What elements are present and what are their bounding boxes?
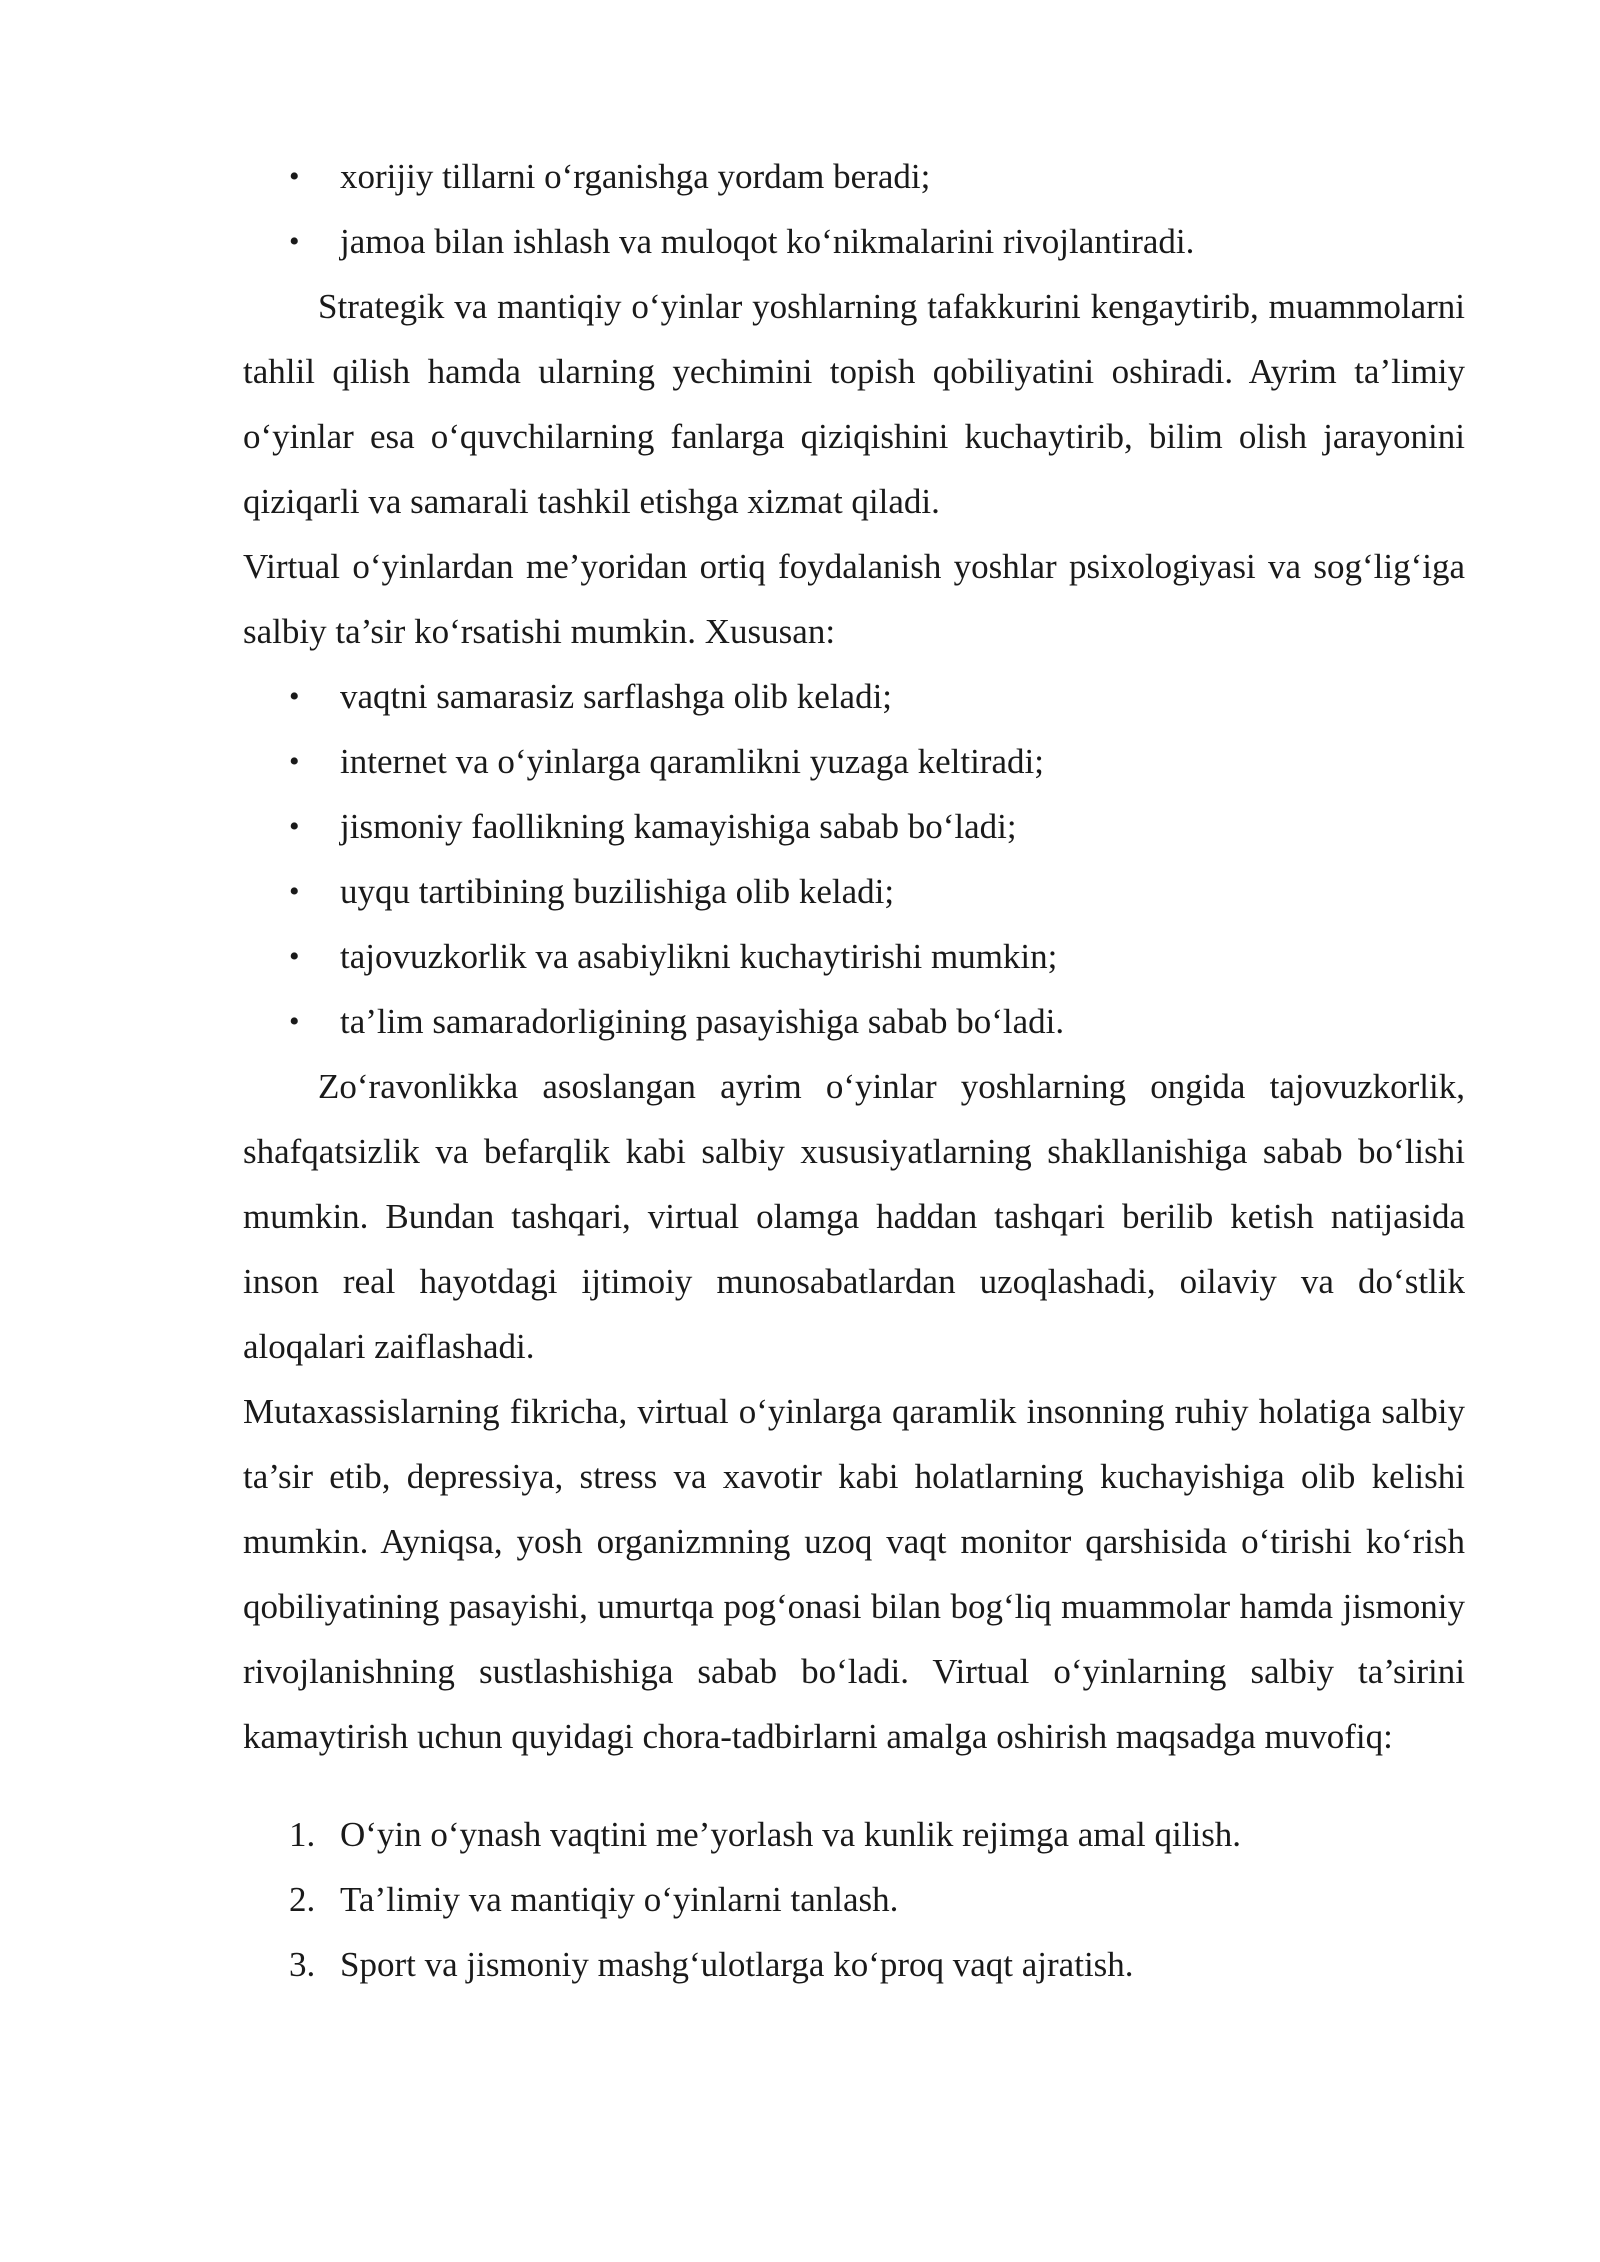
page-content	[243, 144, 1465, 1997]
negative-effects-list	[243, 664, 1465, 1054]
bullet-icon: •	[289, 680, 300, 713]
bullet-icon: •	[289, 810, 300, 843]
list-item-text: jamoa bilan ishlash va muloqot ko‘nikmalarini rivojlantiradi.	[340, 222, 1195, 261]
list-item	[243, 209, 1465, 274]
paragraph-violent-games: Zo‘ravonlikka asoslangan ayrim o‘yinlar yoshlarning ongida tajovuzkorlik, shafqatsizlik va befarqlik kabi salbiy xususiyatlarning shakllanishiga sabab bo‘lishi mumkin. Bundan tashqari, virtual olamga haddan tashqari berilib ketish natijasida inson real hayotdagi ijtimoiy munosabatlardan uzoqlashadi, oilaviy va do‘stlik aloqalari zaiflashadi.	[243, 1067, 1465, 1366]
list-item-text: tajovuzkorlik va asabiylikni kuchaytirishi mumkin;	[340, 937, 1058, 976]
list-item	[243, 1867, 1465, 1932]
list-item-text: xorijiy tillarni o‘rganishga yordam beradi;	[340, 157, 931, 196]
list-number: 2.	[289, 1880, 316, 1919]
list-item-text: vaqtni samarasiz sarflashga olib keladi;	[340, 677, 893, 716]
bullet-icon: •	[289, 160, 300, 193]
spacer	[243, 1769, 1465, 1802]
bullet-icon: •	[289, 1005, 300, 1038]
list-item	[243, 989, 1465, 1054]
intro-bullet-list	[243, 144, 1465, 274]
list-item-text: Ta’limiy va mantiqiy o‘yinlarni tanlash.	[340, 1880, 899, 1919]
paragraph-strategic-games: Strategik va mantiqiy o‘yinlar yoshlarning tafakkurini kengaytirib, muammolarni tahlil qilish hamda ularning yechimini topish qobiliyatini oshiradi. Ayrim ta’limiy o‘yinlar esa o‘quvchilarning fanlarga qiziqishini kuchaytirib, bilim olish jarayonini qiziqarli va samarali tashkil etishga xizmat qiladi.	[243, 287, 1465, 521]
list-item	[243, 664, 1465, 729]
list-item	[243, 1802, 1465, 1867]
bullet-icon: •	[289, 225, 300, 258]
list-item	[243, 729, 1465, 794]
list-item	[243, 144, 1465, 209]
bullet-icon: •	[289, 940, 300, 973]
list-number: 3.	[289, 1945, 316, 1984]
list-item-text: ta’lim samaradorligining pasayishiga sabab bo‘ladi.	[340, 1002, 1065, 1041]
list-item-text: internet va o‘yinlarga qaramlikni yuzaga keltiradi;	[340, 742, 1044, 781]
list-item-text: O‘yin o‘ynash vaqtini me’yorlash va kunlik rejimga amal qilish.	[340, 1815, 1242, 1854]
list-item	[243, 859, 1465, 924]
list-item	[243, 1932, 1465, 1997]
paragraph-excessive-use: Virtual o‘yinlardan me’yoridan ortiq foydalanish yoshlar psixologiyasi va sog‘lig‘iga salbiy ta’sir ko‘rsatishi mumkin. Xususan:	[243, 547, 1465, 651]
recommendations-list	[243, 1802, 1465, 1997]
list-item-text: uyqu tartibining buzilishiga olib keladi;	[340, 872, 895, 911]
bullet-icon: •	[289, 745, 300, 778]
bullet-icon: •	[289, 875, 300, 908]
paragraph-expert-opinion: Mutaxassislarning fikricha, virtual o‘yinlarga qaramlik insonning ruhiy holatiga salbiy ta’sir etib, depressiya, stress va xavotir kabi holatlarning kuchayishiga olib kelishi mumkin. Ayniqsa, yosh organizmning uzoq vaqt monitor qarshisida o‘tirishi ko‘rish qobiliyatining pasayishi, umurtqa pog‘onasi bilan bog‘liq muammolar hamda jismoniy rivojlanishning sustlashishiga sabab bo‘ladi. Virtual o‘yinlarning salbiy ta’sirini kamaytirish uchun quyidagi chora-tadbirlarni amalga oshirish maqsadga muvofiq:	[243, 1392, 1465, 1756]
list-item	[243, 794, 1465, 859]
list-item	[243, 924, 1465, 989]
list-number: 1.	[289, 1815, 316, 1854]
list-item-text: Sport va jismoniy mashg‘ulotlarga ko‘proq vaqt ajratish.	[340, 1945, 1134, 1984]
list-item-text: jismoniy faollikning kamayishiga sabab bo‘ladi;	[340, 807, 1017, 846]
